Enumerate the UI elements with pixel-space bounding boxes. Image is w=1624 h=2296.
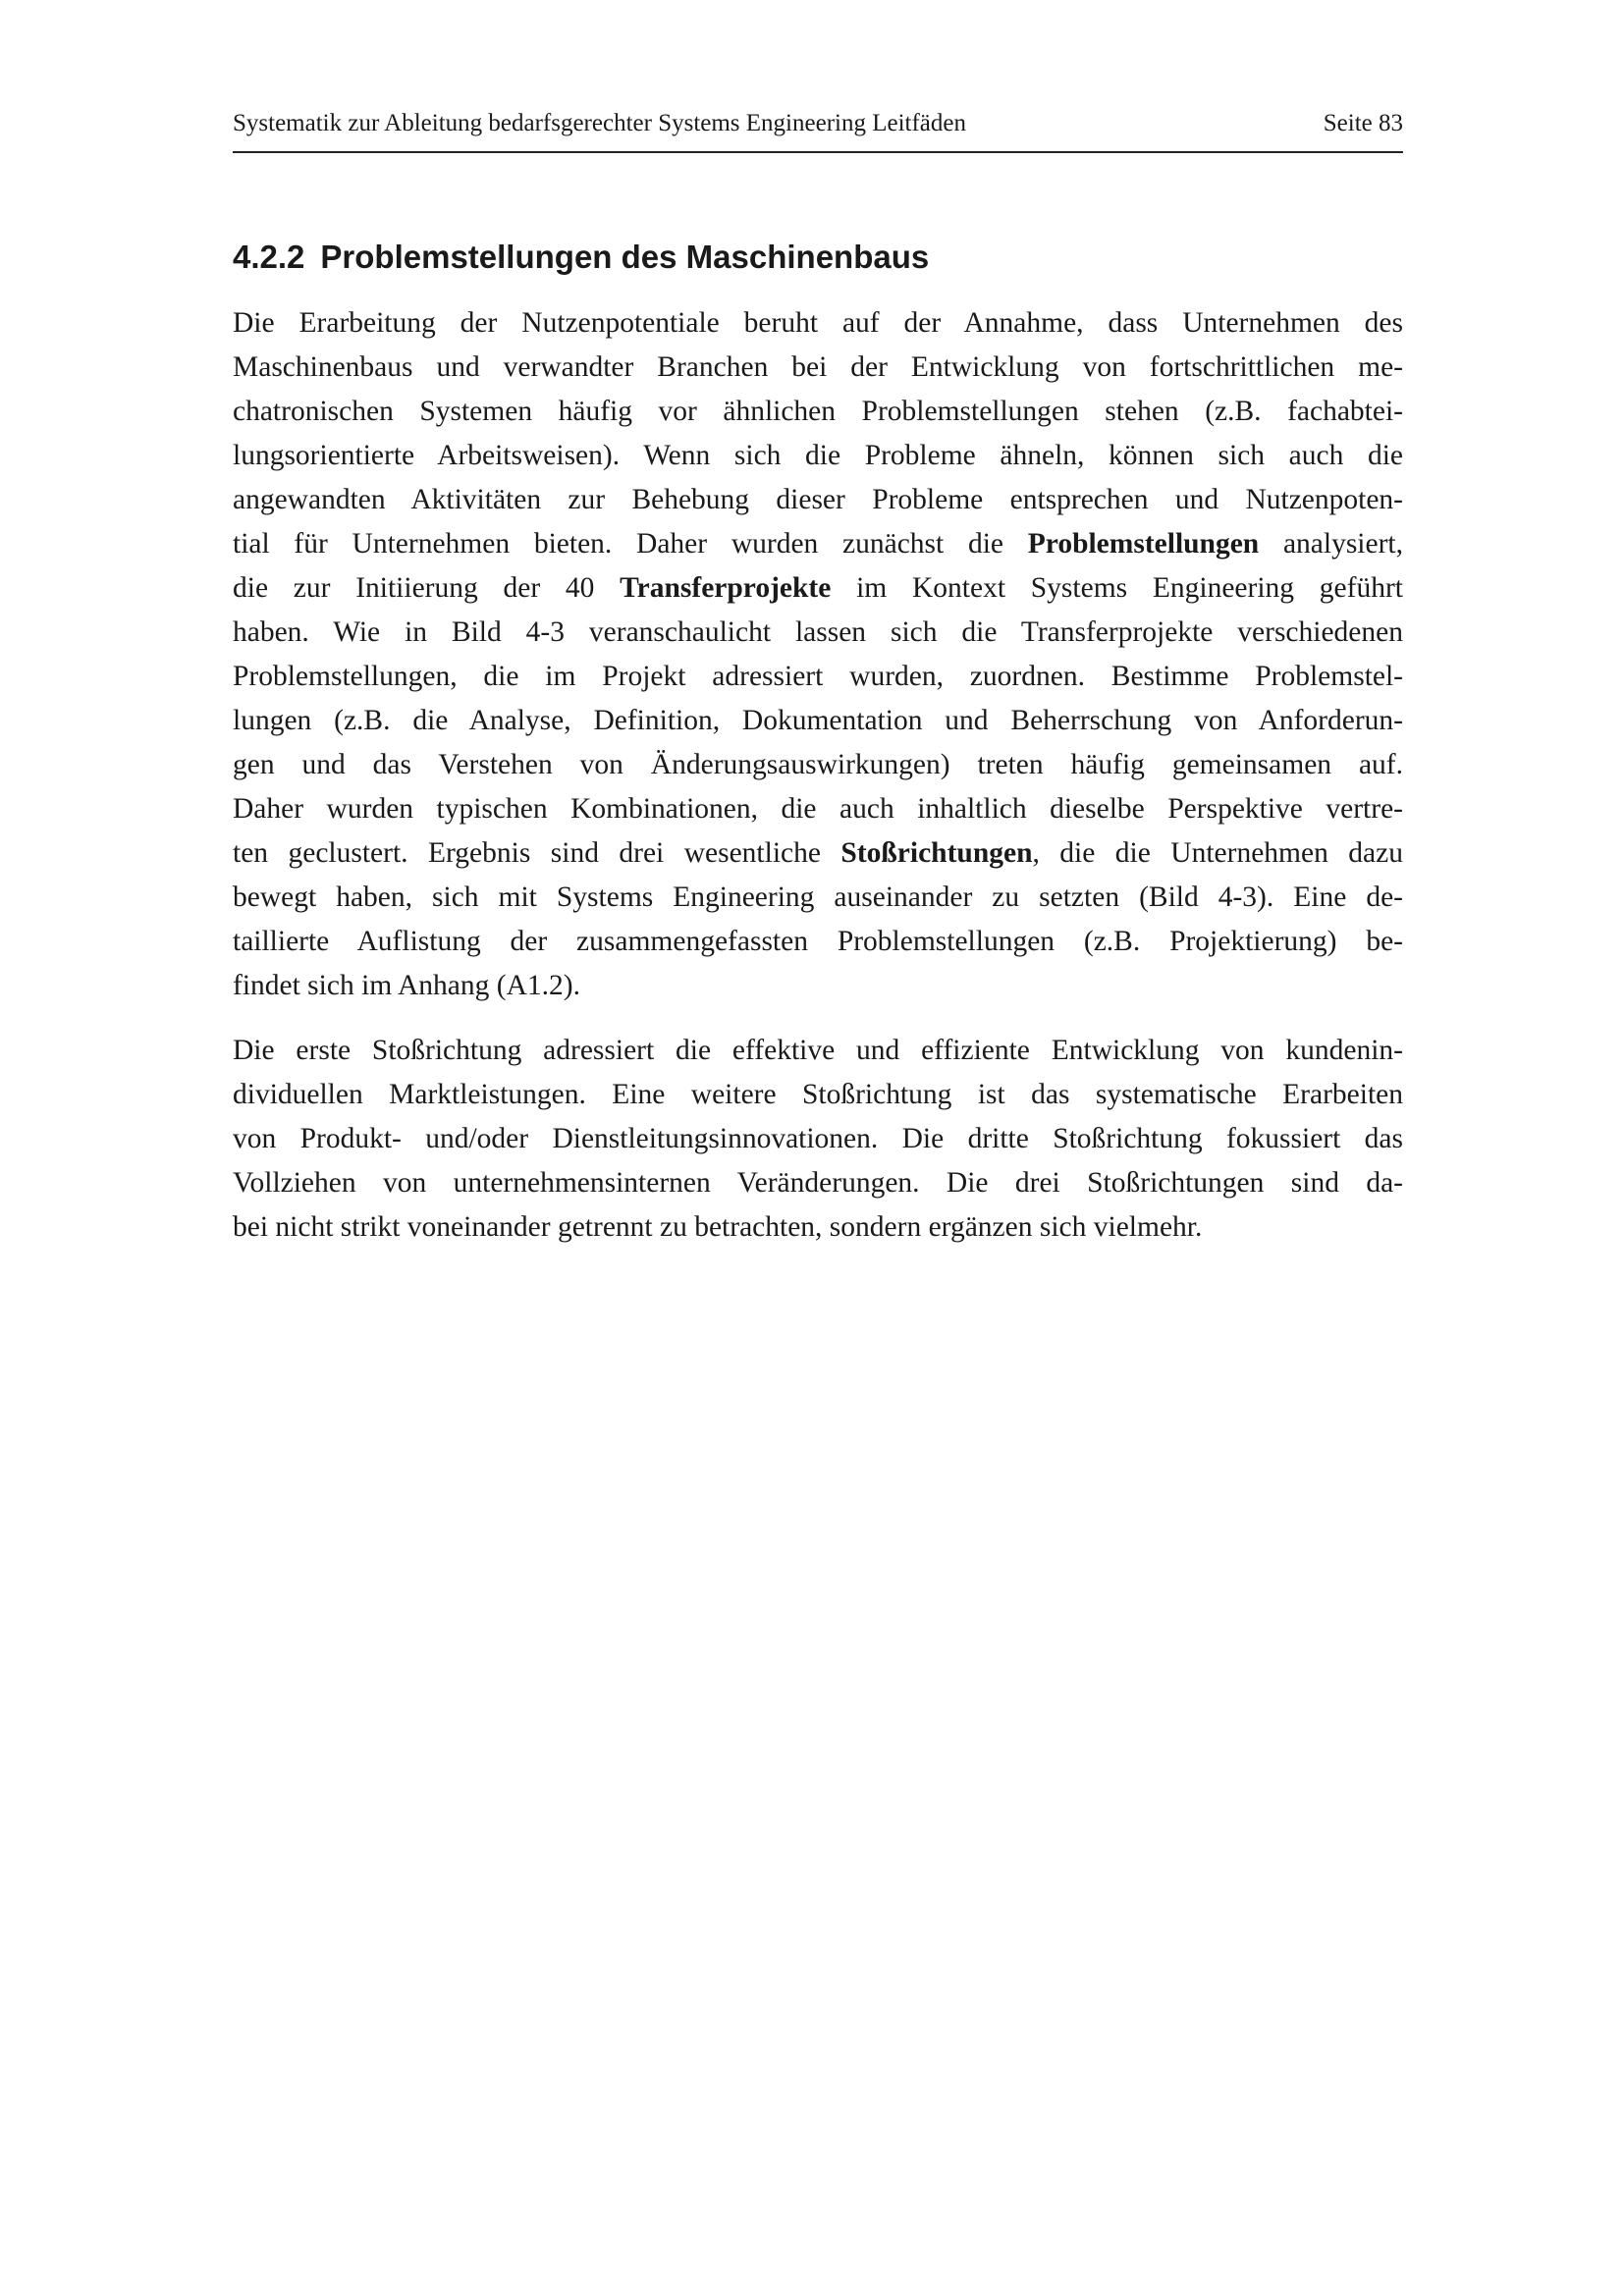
bold-term: Problemstellungen bbox=[1027, 528, 1260, 560]
text-line: bei nicht strikt voneinander getrennt zu betrachten, sondern ergänzen sich vielmehr. bbox=[233, 1211, 1203, 1243]
bold-term: Transferprojekte bbox=[620, 572, 832, 604]
bold-term: Stoßrichtungen bbox=[840, 837, 1033, 869]
text-line: Daher wurden typischen Kombinationen, die auch inhaltlich dieselbe Perspektive vertre- bbox=[233, 793, 1403, 825]
text-line: die zur Initiierung der 40 Transferprojekte im Kontext Systems Engineering geführt bbox=[233, 572, 1403, 604]
text-line: lungen (z.B. die Analyse, Definition, Dokumentation und Beherrschung von Anforderun- bbox=[233, 705, 1403, 736]
section-title: Problemstellungen des Maschinenbaus bbox=[320, 239, 930, 275]
paragraph-2 bbox=[233, 1029, 1403, 1250]
section-heading bbox=[233, 236, 1403, 279]
text-line: tial für Unternehmen bieten. Daher wurden zunächst die Problemstellungen analysiert, bbox=[233, 528, 1403, 560]
text-line: ten geclustert. Ergebnis sind drei wesentliche Stoßrichtungen, die die Unternehmen dazu bbox=[233, 837, 1403, 869]
text-line: Problemstellungen, die im Projekt adressiert wurden, zuordnen. Bestimme Problemstel- bbox=[233, 661, 1403, 692]
section-number: 4.2.2 bbox=[233, 239, 305, 275]
text-line: bewegt haben, sich mit Systems Engineering auseinander zu setzten (Bild 4-3). Eine de- bbox=[233, 881, 1403, 913]
page-number: Seite 83 bbox=[1323, 110, 1403, 136]
running-header bbox=[233, 106, 1403, 153]
text-line: lungsorientierte Arbeitsweisen). Wenn sich die Probleme ähneln, können sich auch die bbox=[233, 440, 1403, 471]
text-line: Vollziehen von unternehmensinternen Veränderungen. Die drei Stoßrichtungen sind da- bbox=[233, 1167, 1403, 1199]
text-line: taillierte Auflistung der zusammengefassten Problemstellungen (z.B. Projektierung) be- bbox=[233, 926, 1403, 957]
text-line: chatronischen Systemen häufig vor ähnlichen Problemstellungen stehen (z.B. fachabtei- bbox=[233, 396, 1403, 427]
text-line: Die Erarbeitung der Nutzenpotentiale beruht auf der Annahme, dass Unternehmen des bbox=[233, 307, 1403, 339]
text-line: Maschinenbaus und verwandter Branchen bei der Entwicklung von fortschrittlichen me- bbox=[233, 351, 1403, 383]
text-line: dividuellen Marktleistungen. Eine weitere Stoßrichtung ist das systematische Erarbeiten bbox=[233, 1079, 1403, 1110]
text-line: gen und das Verstehen von Änderungsauswirkungen) treten häufig gemeinsamen auf. bbox=[233, 749, 1403, 780]
text-line: haben. Wie in Bild 4-3 veranschaulicht lassen sich die Transferprojekte verschiedenen bbox=[233, 616, 1403, 648]
paragraph-1 bbox=[233, 301, 1403, 1008]
text-line: von Produkt- und/oder Dienstleitungsinnovationen. Die dritte Stoßrichtung fokussiert das bbox=[233, 1123, 1403, 1154]
text-line: angewandten Aktivitäten zur Behebung dieser Probleme entsprechen und Nutzenpoten- bbox=[233, 484, 1403, 515]
text-line: findet sich im Anhang (A1.2). bbox=[233, 970, 580, 1001]
text-line: Die erste Stoßrichtung adressiert die effektive und effiziente Entwicklung von kundenin- bbox=[233, 1035, 1403, 1066]
running-title: Systematik zur Ableitung bedarfsgerechter Systems Engineering Leitfäden bbox=[233, 110, 966, 136]
